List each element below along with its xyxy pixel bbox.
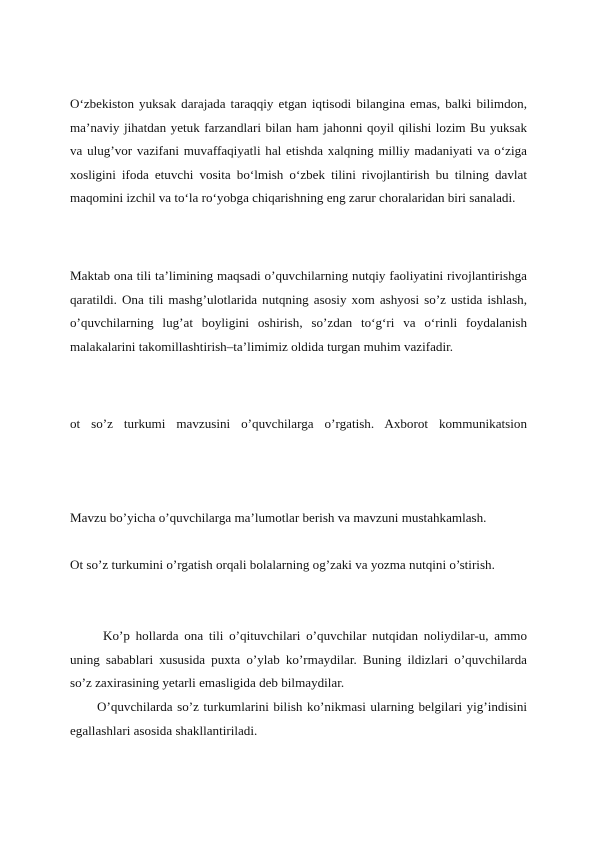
- objective-line-2: Ot so’z turkumini o’rgatish orqali bolalarning og’zaki va yozma nutqini o’stirish.: [70, 557, 495, 572]
- intro-paragraph: O‘zbekiston yuksak darajada taraqqiy etgan iqtisodi bilangina emas, balki bilimdon, ma’naviy jihatdan yetuk farzandlari bilan ham jahonni qoyil qilishi lozim Bu yuksak va ulug’vor vazifani muvaffaqiyatli hal etishda xalqning milliy madaniyati va o‘ziga xosligini ifoda etuvchi vosita bo‘lmish o‘zbek tilini rivojlantirish bu tilning davlat maqomini izchil va to‘la ro‘yobga chiqarishning eng zarur choralaridan biri sanaladi.: [70, 96, 527, 206]
- conclusion-paragraph: O’quvchilarda so’z turkumlarini bilish ko’nikmasi ularning belgilari yig’indisini egallashlari asosida shakllantiriladi.: [70, 699, 527, 738]
- problem-paragraph: Ko’p hollarda ona tili o’qituvchilari o’quvchilar nutqidan noliydilar-u, ammo uning sabablari xususida puxta o’ylab ko’rmaydilar. Buning ildizlari o’quvchilarda so’z zaxirasining yetarli emasligida deb bilmaydilar.: [70, 628, 527, 691]
- objective-line-1: Mavzu bo’yicha o’quvchilarga ma’lumotlar berish va mavzuni mustahkamlash.: [70, 510, 487, 525]
- goal-paragraph: Maktab ona tili ta’limining maqsadi o’quvchilarning nutqiy faoliyatini rivojlantirishga qaratildi. Ona tili mashg’ulotlarida nutqning asosiy xom ashyosi so’z ustida ishlash, o’quvchilarning lug’at boyligini oshirish, so’zdan to‘g‘ri va o‘rinli foydalanish malakalarini takomillashtirish–ta’limimiz oldida turgan muhim vazifadir.: [70, 268, 527, 354]
- topic-line: ot so’z turkumi mavzusini o’quvchilarga o’rgatish. Axborot kommunikatsion: [70, 416, 527, 431]
